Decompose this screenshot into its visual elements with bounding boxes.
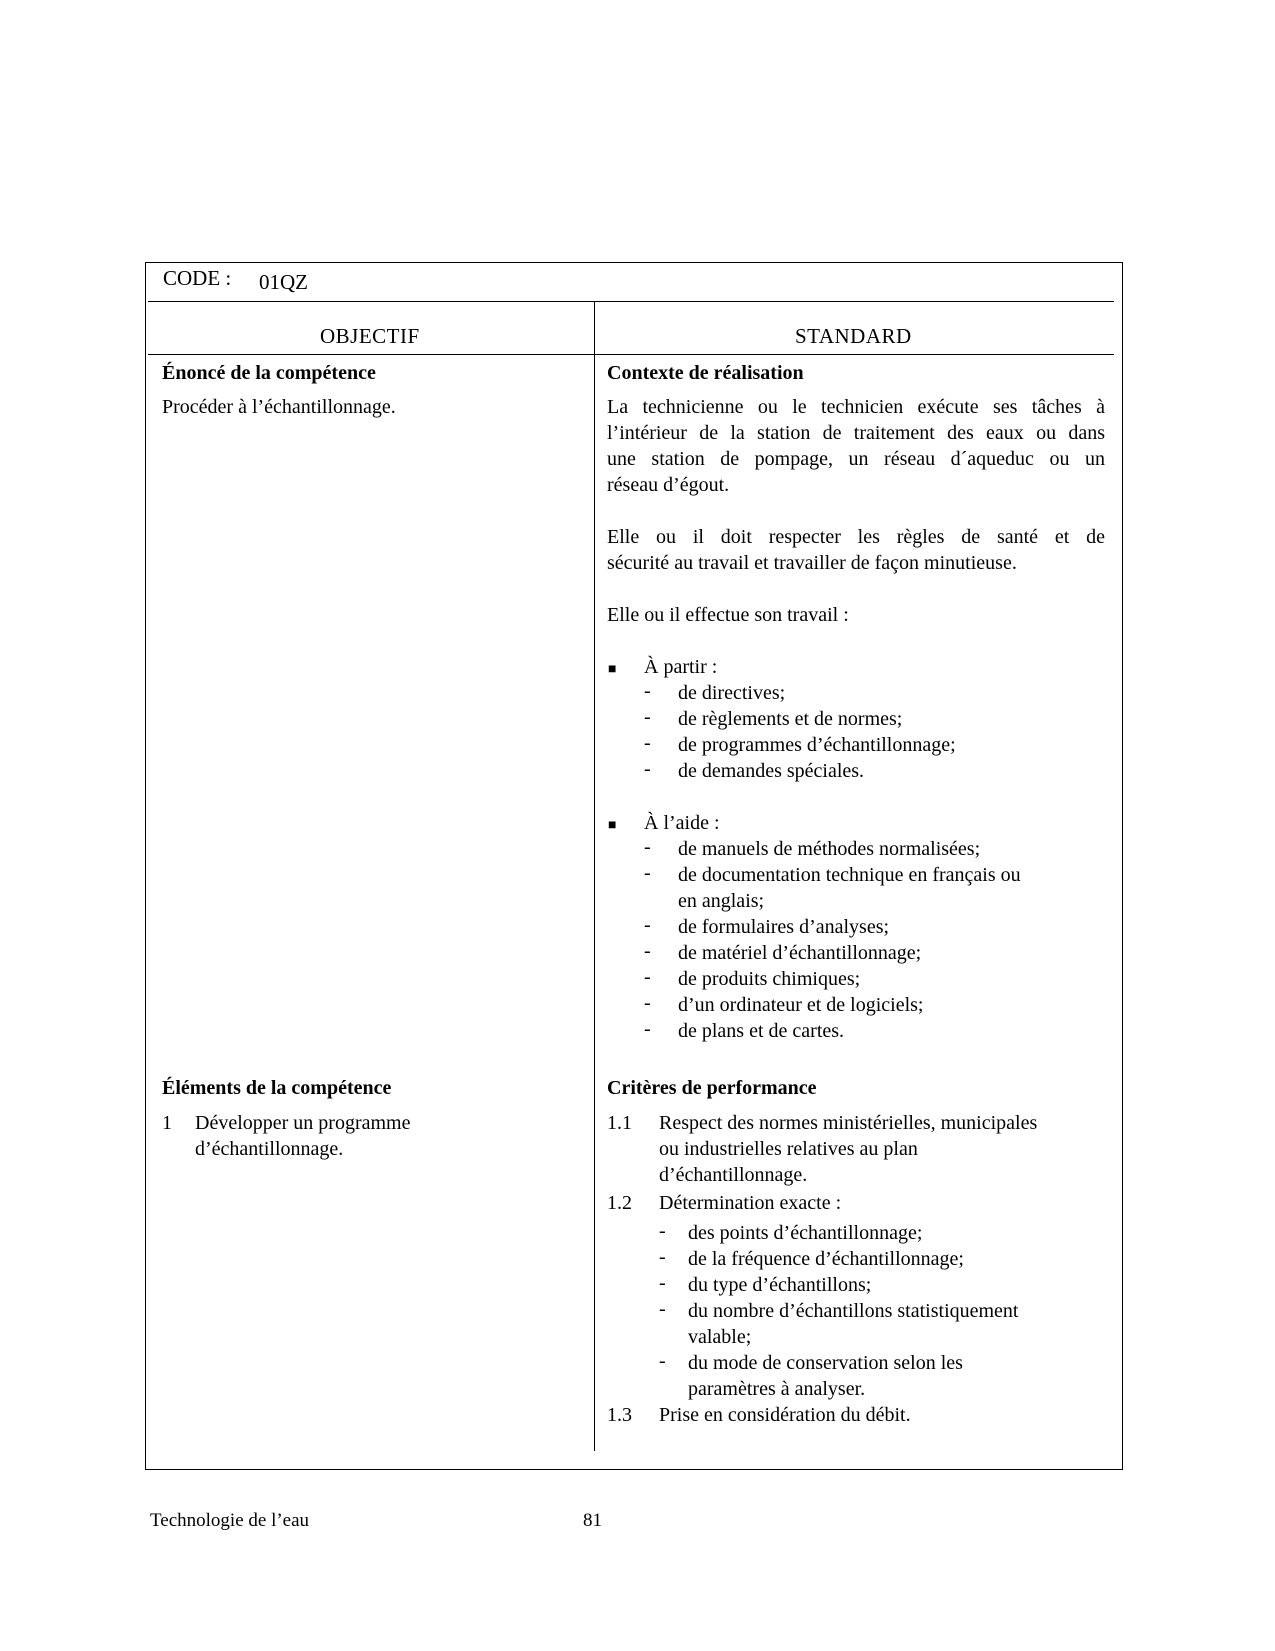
contexte-para3: Elle ou il effectue son travail : <box>607 604 849 626</box>
critere-1-2-item: du type d’échantillons; <box>688 1274 872 1296</box>
contexte-para2-line2: sécurité au travail et travailler de façon minutieuse. <box>607 552 1017 574</box>
contexte-para1-line4: réseau d’égout. <box>607 474 730 496</box>
critere-1-2-item-continued: paramètres à analyser. <box>688 1378 866 1400</box>
top-rule <box>148 301 1114 302</box>
dash-icon: - <box>644 914 651 936</box>
group2-item: de matériel d’échantillonnage; <box>678 942 922 964</box>
dash-icon: - <box>644 966 651 988</box>
critere-1-1-line1: Respect des normes ministérielles, municipales <box>659 1112 1038 1134</box>
dash-icon: - <box>644 732 651 754</box>
group2-label: À l’aide : <box>644 812 720 834</box>
bullet-icon: ■ <box>608 818 617 833</box>
dash-icon: - <box>644 706 651 728</box>
group1-item: de demandes spéciales. <box>678 760 865 782</box>
contexte-para2-line1: Elle ou il doit respecter les règles de santé et de <box>607 526 1105 548</box>
elements-heading: Éléments de la compétence <box>162 1077 392 1099</box>
dash-icon: - <box>659 1246 666 1268</box>
critere-number: 1.2 <box>607 1192 632 1214</box>
critere-1-2-item-continued: valable; <box>688 1326 752 1348</box>
dash-icon: - <box>644 940 651 962</box>
element-line1: Développer un programme <box>195 1112 411 1134</box>
group2-item: de manuels de méthodes normalisées; <box>678 838 981 860</box>
dash-icon: - <box>644 680 651 702</box>
footer-title: Technologie de l’eau <box>150 1510 310 1531</box>
dash-icon: - <box>659 1220 666 1242</box>
critere-1-2-item: de la fréquence d’échantillonnage; <box>688 1248 964 1270</box>
group2-item: de produits chimiques; <box>678 968 861 990</box>
competence-statement: Procéder à l’échantillonnage. <box>162 396 396 418</box>
group2-item-continued: en anglais; <box>678 890 765 912</box>
critere-1-2-label: Détermination exacte : <box>659 1192 842 1214</box>
critere-1-2-item: du nombre d’échantillons statistiquement <box>688 1300 1019 1322</box>
dash-icon: - <box>659 1350 666 1372</box>
competence-heading: Énoncé de la compétence <box>162 362 376 384</box>
column-divider-top <box>594 301 595 801</box>
criteres-heading: Critères de performance <box>607 1077 817 1099</box>
dash-icon: - <box>644 758 651 780</box>
contexte-para1-line3: une station de pompage, un réseau d´aqueduc ou un <box>607 448 1105 470</box>
objectif-heading: OBJECTIF <box>320 324 420 348</box>
group1-label: À partir : <box>644 656 718 678</box>
critere-1-1-line2: ou industrielles relatives au plan <box>659 1138 918 1160</box>
page-number: 81 <box>583 1510 602 1531</box>
contexte-heading: Contexte de réalisation <box>607 362 804 384</box>
element-line2: d’échantillonnage. <box>195 1138 344 1160</box>
dash-icon: - <box>644 992 651 1014</box>
critere-1-1-line3: d’échantillonnage. <box>659 1164 808 1186</box>
group2-item: de plans et de cartes. <box>678 1020 845 1042</box>
group1-item: de règlements et de normes; <box>678 708 903 730</box>
contexte-para1-line1: La technicienne ou le technicien exécute ses tâches à <box>607 396 1105 418</box>
dash-icon: - <box>644 1018 651 1040</box>
element-number: 1 <box>162 1112 172 1134</box>
code-label: CODE : <box>163 266 232 290</box>
contexte-para1-line2: l’intérieur de la station de traitement des eaux ou dans <box>607 422 1105 444</box>
dash-icon: - <box>644 862 651 884</box>
column-divider-bottom <box>594 801 595 1451</box>
group2-item: d’un ordinateur et de logiciels; <box>678 994 924 1016</box>
critere-1-2-item: du mode de conservation selon les <box>688 1352 963 1374</box>
critere-1-2-item: des points d’échantillonnage; <box>688 1222 923 1244</box>
header-rule <box>148 354 1114 355</box>
critere-number: 1.3 <box>607 1404 632 1426</box>
group1-item: de directives; <box>678 682 786 704</box>
group1-item: de programmes d’échantillonnage; <box>678 734 956 756</box>
dash-icon: - <box>659 1298 666 1320</box>
dash-icon: - <box>659 1272 666 1294</box>
standard-heading: STANDARD <box>795 324 912 348</box>
dash-icon: - <box>644 836 651 858</box>
group2-item: de documentation technique en français ou <box>678 864 1021 886</box>
critere-1-3-label: Prise en considération du débit. <box>659 1404 911 1426</box>
critere-number: 1.1 <box>607 1112 632 1134</box>
group2-item: de formulaires d’analyses; <box>678 916 890 938</box>
code-value: 01QZ <box>259 270 308 294</box>
bullet-icon: ■ <box>608 662 617 677</box>
